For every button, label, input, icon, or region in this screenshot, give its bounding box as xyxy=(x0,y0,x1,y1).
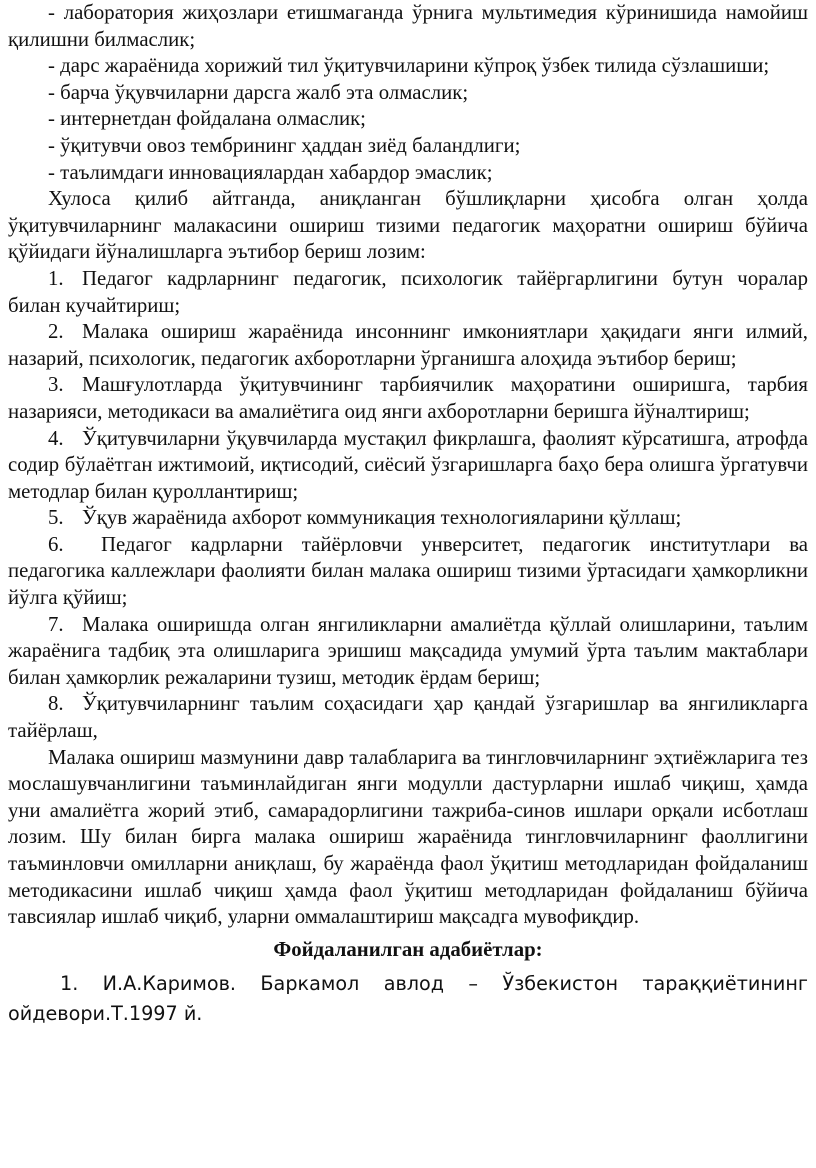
item-text: Машғулотларда ўқитувчининг тарбиячилик маҳоратини оширишга, тарбия назарияси, методикаси ва амалиётига оид янги ахборотларни беришга йўналтириш; xyxy=(8,373,808,423)
summary-paragraph: Хулоса қилиб айтганда, аниқланган бўшлиқларни ҳисобга олган ҳолда ўқитувчиларнинг малакасини ошириш тизими педагогик маҳоратни ошириш бўйича қўйидаги йўналишларга эътибор бериш лозим: xyxy=(8,187,808,264)
dash-item: - интернетдан фойдалана олмаслик; xyxy=(48,107,366,131)
numbered-item xyxy=(8,505,808,532)
item-number: 5. xyxy=(48,506,64,530)
item-number: 7. xyxy=(48,612,64,636)
item-number: 3. xyxy=(48,373,64,397)
item-number: 8. xyxy=(48,692,64,716)
reference-item: 1. И.А.Каримов. Баркамол авлод – Ўзбекистон тараққиётининг ойдевори.Т.1997 й. xyxy=(8,972,808,1026)
dash-item: - дарс жараёнида хорижий тил ўқитувчиларини кўпроқ ўзбек тилида сўзлашиши; xyxy=(48,54,770,78)
conclusion-paragraph: Малака ошириш мазмунини давр талабларига ва тингловчиларнинг эҳтиёжларига тез мослашувчанлигини таъминлайдиган янги модулли дастурларни ишлаб чиқиш, ҳамда уни амалиётга жорий этиб, самарадорлигини тажриба-синов ишлари орқали исботлаш лозим. Шу билан бирга малака ошириш жараёнида тингловчиларнинг фаоллигини таъминловчи омилларни аниқлаш, бу жараёнда фаол ўқитиш методларидан фойдаланиш методикасини ишлаб чиқиш ҳамда фаол ўқитиш методларидан фойдаланиш бўйича тавсиялар ишлаб чиқиб, уларни оммалаштириш мақсадга мувофиқдир. xyxy=(8,745,808,929)
numbered-item xyxy=(8,532,808,612)
dash-item: - барча ўқувчиларни дарсга жалб эта олмаслик; xyxy=(48,80,469,104)
numbered-item xyxy=(8,372,808,425)
item-number: 6. xyxy=(48,532,64,556)
item-text: Малака оширишда олган янгиликларни амалиётда қўллай олишларини, таълим жараёнига тадбиқ эта олишларига эришиш мақсадида умумий ўрта таълим мактаблари билан ҳамкорлик режаларини тузиш, методик ёрдам бериш; xyxy=(8,612,808,689)
dash-item: - таълимдаги инновациялардан хабардор эмаслик; xyxy=(48,160,493,184)
item-number: 2. xyxy=(48,320,64,344)
dash-item: - лаборатория жиҳозлари етишмаганда ўрнига мультимедия кўринишида намойиш қилишни билмаслик; xyxy=(8,1,808,51)
numbered-item xyxy=(8,266,808,319)
item-number: 1. xyxy=(48,266,64,290)
item-number: 4. xyxy=(48,426,64,450)
item-text: Педагог кадрларни тайёрловчи унверситет, педагогик институтлари ва педагогика каллежлари фаолияти билан малака ошириш тизими ўртасидаги ҳамкорликни йўлга қўйиш; xyxy=(8,532,808,610)
item-text: Ўқитувчиларни ўқувчиларда мустақил фикрлашга, фаолият кўрсатишга, атрофда содир бўлаётган ижтимоий, иқтисодий, сиёсий ўзгаришларга баҳо бера олишга ўргатувчи методлар билан қуроллантириш; xyxy=(8,426,808,503)
numbered-item xyxy=(8,426,808,506)
item-text: Ўқитувчиларнинг таълим соҳасидаги ҳар қандай ўзгаришлар ва янгиликларга тайёрлаш, xyxy=(8,692,808,743)
references-title: Фойдаланилган адабиётлар: xyxy=(273,937,543,961)
dash-item: - ўқитувчи овоз тембрининг ҳаддан зиёд баландлиги; xyxy=(48,133,521,157)
item-text: Малака ошириш жараёнида инсоннинг имкониятлари ҳақидаги янги илмий, назарий, психологик, педагогик ахборотларни ўрганишга алоҳида эътибор бериш; xyxy=(8,320,808,370)
item-text: Педагог кадрларнинг педагогик, психологик тайёргарлигини бутун чоралар билан кучайтириш; xyxy=(8,266,808,317)
numbered-item xyxy=(8,612,808,692)
numbered-item xyxy=(8,691,808,744)
item-text: Ўқув жараёнида ахборот коммуникация технологияларини қўллаш; xyxy=(82,506,682,530)
numbered-item xyxy=(8,319,808,372)
